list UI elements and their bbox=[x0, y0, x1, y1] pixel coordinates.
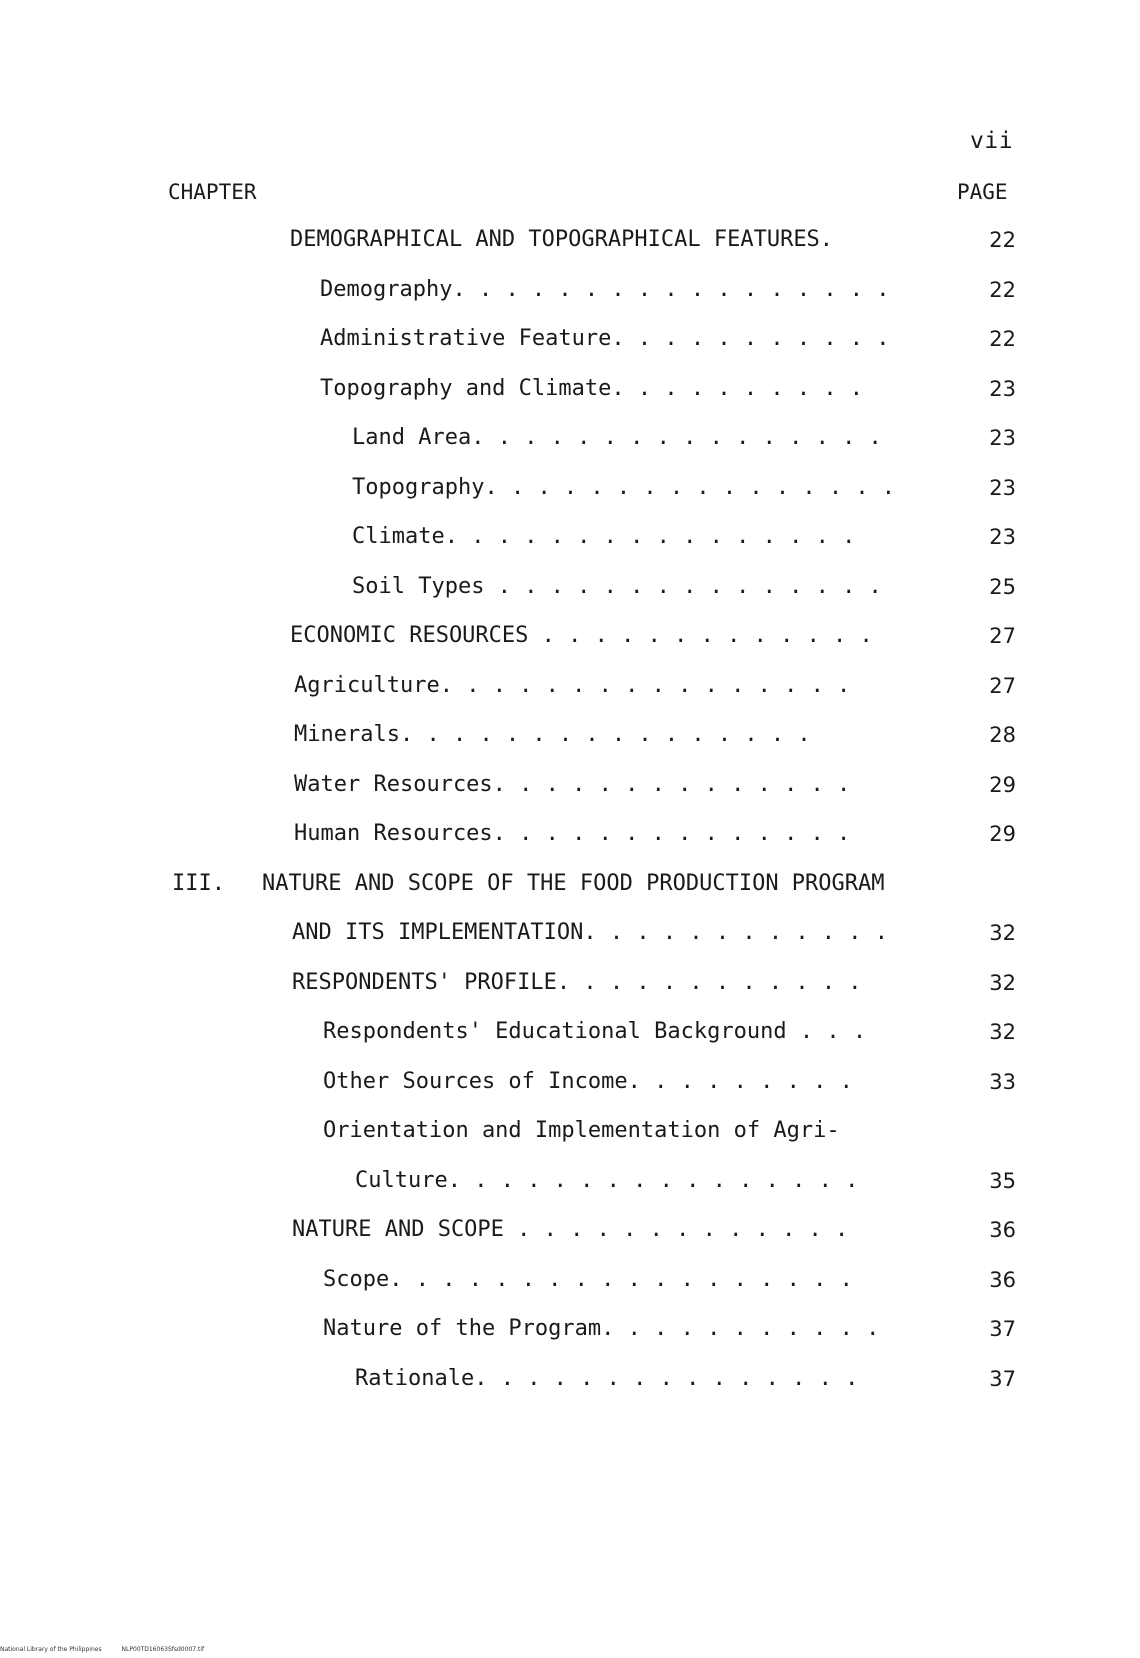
toc-entry-page: 37 bbox=[989, 1317, 1016, 1341]
toc-entry-title: Administrative Feature. . . . . . . . . . . bbox=[320, 326, 890, 351]
toc-entry bbox=[0, 573, 1140, 623]
toc-entry-title: Topography. . . . . . . . . . . . . . . . bbox=[352, 474, 896, 500]
toc-entry bbox=[0, 919, 1140, 969]
toc-entry-page: 27 bbox=[989, 624, 1016, 648]
toc-entry bbox=[0, 1266, 1140, 1316]
toc-entry-page: 23 bbox=[989, 426, 1016, 450]
toc-entry-title: Human Resources. . . . . . . . . . . . . . bbox=[294, 821, 851, 846]
toc-entry-page: 22 bbox=[989, 327, 1016, 351]
toc-entry-title: Orientation and Implementation of Agri- bbox=[323, 1118, 840, 1143]
toc-entry-title: Agriculture. . . . . . . . . . . . . . . . bbox=[294, 672, 851, 698]
table-of-contents bbox=[0, 226, 1140, 1414]
toc-entry-title: Nature of the Program. . . . . . . . . . . bbox=[323, 1316, 880, 1341]
toc-entry bbox=[0, 325, 1140, 375]
toc-entry bbox=[0, 870, 1140, 920]
toc-entry-title: Water Resources. . . . . . . . . . . . . . bbox=[294, 771, 851, 797]
toc-entry bbox=[0, 721, 1140, 771]
chapter-column-header: CHAPTER bbox=[168, 180, 257, 204]
toc-entry-title: NATURE AND SCOPE OF THE FOOD PRODUCTION PROGRAM bbox=[262, 870, 885, 896]
toc-entry bbox=[0, 1117, 1140, 1167]
toc-entry bbox=[0, 1216, 1140, 1266]
toc-entry bbox=[0, 1167, 1140, 1217]
toc-entry-title: Climate. . . . . . . . . . . . . . . . bbox=[352, 524, 856, 549]
toc-entry-page: 25 bbox=[989, 574, 1016, 599]
toc-entry-page: 28 bbox=[989, 723, 1016, 747]
toc-entry bbox=[0, 226, 1140, 276]
toc-entry bbox=[0, 969, 1140, 1019]
toc-entry-title: Scope. . . . . . . . . . . . . . . . . . bbox=[323, 1266, 853, 1292]
toc-entry-title: Soil Types . . . . . . . . . . . . . . . bbox=[352, 573, 882, 599]
toc-entry-title: Demography. . . . . . . . . . . . . . . . . bbox=[320, 276, 890, 302]
toc-entry-page: 29 bbox=[989, 822, 1016, 846]
toc-entry bbox=[0, 1315, 1140, 1365]
toc-entry-title: Minerals. . . . . . . . . . . . . . . . bbox=[294, 722, 811, 747]
footer-file: NLP00TD16063Sfsd0007.tif bbox=[121, 1646, 205, 1653]
scan-footer bbox=[0, 1646, 222, 1653]
toc-entry-title: AND ITS IMPLEMENTATION. . . . . . . . . . . . bbox=[292, 920, 889, 945]
toc-entry bbox=[0, 276, 1140, 326]
toc-entry bbox=[0, 523, 1140, 573]
toc-entry-page: 22 bbox=[989, 277, 1016, 302]
toc-entry bbox=[0, 424, 1140, 474]
toc-entry-page: 36 bbox=[989, 1267, 1016, 1292]
toc-entry-title: Land Area. . . . . . . . . . . . . . . . bbox=[352, 425, 882, 450]
toc-entry-page: 37 bbox=[989, 1366, 1016, 1391]
toc-entry bbox=[0, 820, 1140, 870]
toc-entry-page: 22 bbox=[989, 228, 1016, 252]
footer-library: National Library of the Philippines bbox=[0, 1646, 102, 1653]
toc-entry bbox=[0, 622, 1140, 672]
toc-entry-title: RESPONDENTS' PROFILE. . . . . . . . . . . . bbox=[292, 969, 862, 995]
toc-entry-title: Topography and Climate. . . . . . . . . . bbox=[320, 375, 864, 401]
toc-entry-page: 29 bbox=[989, 772, 1016, 797]
toc-entry bbox=[0, 771, 1140, 821]
toc-entry bbox=[0, 1018, 1140, 1068]
toc-entry-title: DEMOGRAPHICAL AND TOPOGRAPHICAL FEATURES. bbox=[290, 227, 834, 252]
toc-entry-page: 32 bbox=[989, 921, 1016, 945]
page-column-header: PAGE bbox=[957, 180, 1008, 204]
toc-entry-title: ECONOMIC RESOURCES . . . . . . . . . . . . . bbox=[290, 623, 873, 648]
toc-entry bbox=[0, 375, 1140, 425]
page-number: vii bbox=[970, 128, 1014, 154]
toc-entry-page: 32 bbox=[989, 1020, 1016, 1044]
toc-entry bbox=[0, 474, 1140, 524]
toc-entry-title: Respondents' Educational Background . . . bbox=[323, 1019, 867, 1044]
toc-entry-page: 23 bbox=[989, 525, 1016, 549]
toc-entry-page: 32 bbox=[989, 970, 1016, 995]
toc-entry bbox=[0, 1068, 1140, 1118]
toc-entry-title: NATURE AND SCOPE . . . . . . . . . . . . . bbox=[292, 1217, 849, 1242]
toc-entry-title: Rationale. . . . . . . . . . . . . . . bbox=[355, 1365, 859, 1391]
toc-entry-title: Other Sources of Income. . . . . . . . . bbox=[323, 1068, 853, 1094]
toc-entry-page: 27 bbox=[989, 673, 1016, 698]
toc-entry bbox=[0, 672, 1140, 722]
toc-entry bbox=[0, 1365, 1140, 1415]
toc-entry-page: 33 bbox=[989, 1069, 1016, 1094]
toc-entry-page: 23 bbox=[989, 376, 1016, 401]
chapter-number: III. bbox=[172, 870, 225, 896]
toc-entry-page: 23 bbox=[989, 475, 1016, 500]
toc-entry-title: Culture. . . . . . . . . . . . . . . . bbox=[355, 1167, 859, 1193]
toc-entry-page: 35 bbox=[989, 1168, 1016, 1193]
toc-entry-page: 36 bbox=[989, 1218, 1016, 1242]
